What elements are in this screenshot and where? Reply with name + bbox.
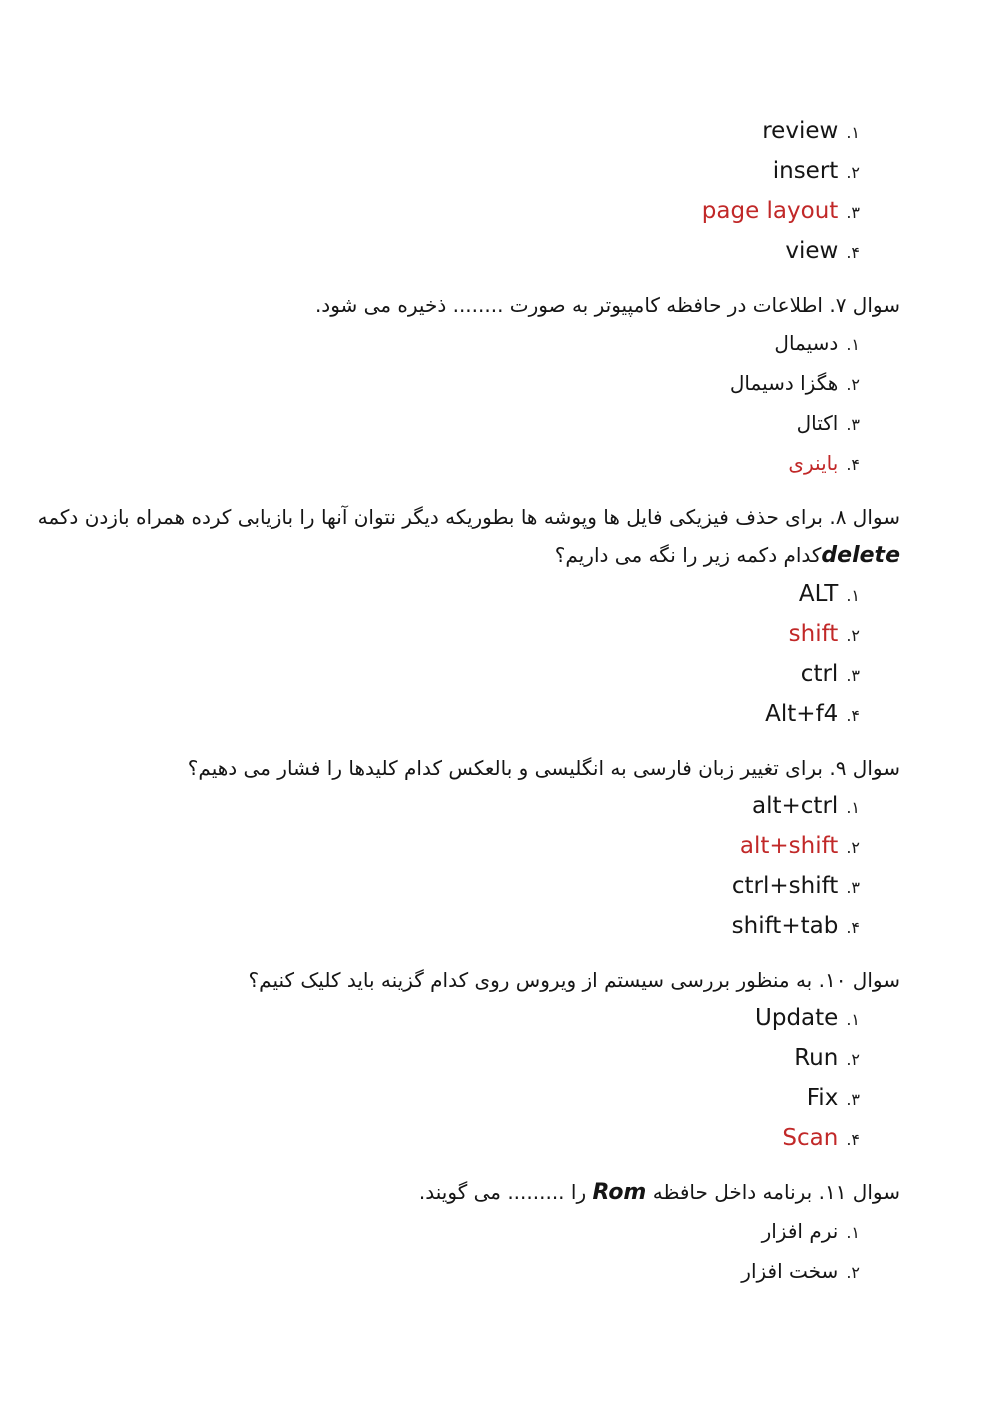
option-label: ctrl [800, 661, 839, 687]
question-10 [60, 961, 900, 1159]
question-text-start: سوال ۱۱. برنامه داخل حافظه [652, 1180, 900, 1204]
answer-option [60, 907, 900, 947]
option-number: ۲. [846, 1263, 860, 1282]
answer-option [60, 1079, 900, 1119]
prev-question-options [60, 112, 900, 272]
option-number: ۱. [846, 1010, 860, 1029]
answer-option [60, 867, 900, 907]
question-text-line1: سوال ۸. برای حذف فیزیکی فایل ها وپوشه ها بطوریکه دیگر نتوان آنها را بازیابی کرده همراه بازدن دکمه [37, 505, 900, 529]
option-label: shift+tab [731, 913, 839, 939]
answer-option [60, 695, 900, 735]
option-number: ۳. [846, 878, 860, 897]
option-label: Run [794, 1045, 839, 1071]
option-number: ۳. [846, 666, 860, 685]
answer-option-correct [60, 1119, 900, 1159]
keyword-delete: delete [821, 543, 900, 568]
answer-option-correct [60, 192, 900, 232]
question-9 [60, 749, 900, 947]
option-number: ۳. [846, 203, 860, 222]
option-number: ۱. [846, 798, 860, 817]
question-text: سوال ۹. برای تغییر زبان فارسی به انگلیسی و بالعکس کدام کلیدها را فشار می دهیم؟ [187, 756, 900, 780]
option-number: ۲. [846, 375, 860, 394]
question-text-continued: کدام دکمه زیر را نگه می داریم؟ [554, 543, 822, 567]
option-number: ۴. [846, 455, 860, 474]
option-label: alt+shift [739, 833, 839, 859]
answer-option [60, 324, 900, 364]
answer-option-correct [60, 827, 900, 867]
option-label: Scan [782, 1125, 839, 1151]
option-number: ۲. [846, 163, 860, 182]
option-number: ۴. [846, 918, 860, 937]
question-text: سوال ۱۰. به منظور بررسی سیستم از ویروس روی کدام گزینه باید کلیک کنیم؟ [248, 968, 900, 992]
option-label: insert [772, 158, 839, 184]
answer-option [60, 112, 900, 152]
answer-option [60, 655, 900, 695]
answer-option [60, 152, 900, 192]
question-7 [60, 286, 900, 484]
option-label: دسیمال [774, 331, 839, 355]
option-number: ۴. [846, 706, 860, 725]
option-label: باینری [788, 451, 839, 475]
option-label: Fix [806, 1085, 839, 1111]
question-text: سوال ۷. اطلاعات در حافظه کامپیوتر به صورت ........ ذخیره می شود. [314, 293, 900, 317]
option-number: ۳. [846, 1090, 860, 1109]
answer-option [60, 1212, 900, 1252]
option-label: Alt+f4 [765, 701, 839, 727]
option-label: alt+ctrl [752, 793, 839, 819]
option-label: نرم افزار [761, 1219, 839, 1243]
option-label: review [762, 118, 839, 144]
option-label: اکتال [796, 411, 839, 435]
option-number: ۳. [846, 415, 860, 434]
answer-option [60, 364, 900, 404]
option-number: ۴. [846, 1130, 860, 1149]
answer-option [60, 232, 900, 272]
answer-option [60, 404, 900, 444]
option-number: ۲. [846, 1050, 860, 1069]
option-number: ۱. [846, 1223, 860, 1242]
keyword-rom: Rom [592, 1180, 647, 1205]
option-number: ۲. [846, 838, 860, 857]
option-number: ۴. [846, 243, 860, 262]
answer-option [60, 1039, 900, 1079]
option-label: view [785, 238, 839, 264]
option-label: shift [788, 621, 839, 647]
question-text-end: را ......... می گویند. [418, 1180, 587, 1204]
option-number: ۱. [846, 586, 860, 605]
answer-option [60, 575, 900, 615]
question-11 [60, 1173, 900, 1292]
option-number: ۱. [846, 335, 860, 354]
answer-option-correct [60, 444, 900, 484]
option-label: ctrl+shift [731, 873, 839, 899]
option-label: ALT [798, 581, 839, 607]
answer-option-correct [60, 615, 900, 655]
answer-option [60, 1252, 900, 1292]
option-number: ۱. [846, 123, 860, 142]
option-label: Update [755, 1005, 839, 1031]
question-8 [37, 498, 900, 735]
option-label: سخت افزار [741, 1259, 839, 1283]
answer-option [60, 999, 900, 1039]
option-number: ۲. [846, 626, 860, 645]
option-label: page layout [701, 198, 839, 224]
option-label: هگزا دسیمال [729, 371, 839, 395]
question-text [60, 1173, 900, 1212]
question-text-line2 [60, 536, 900, 575]
answer-option [60, 787, 900, 827]
